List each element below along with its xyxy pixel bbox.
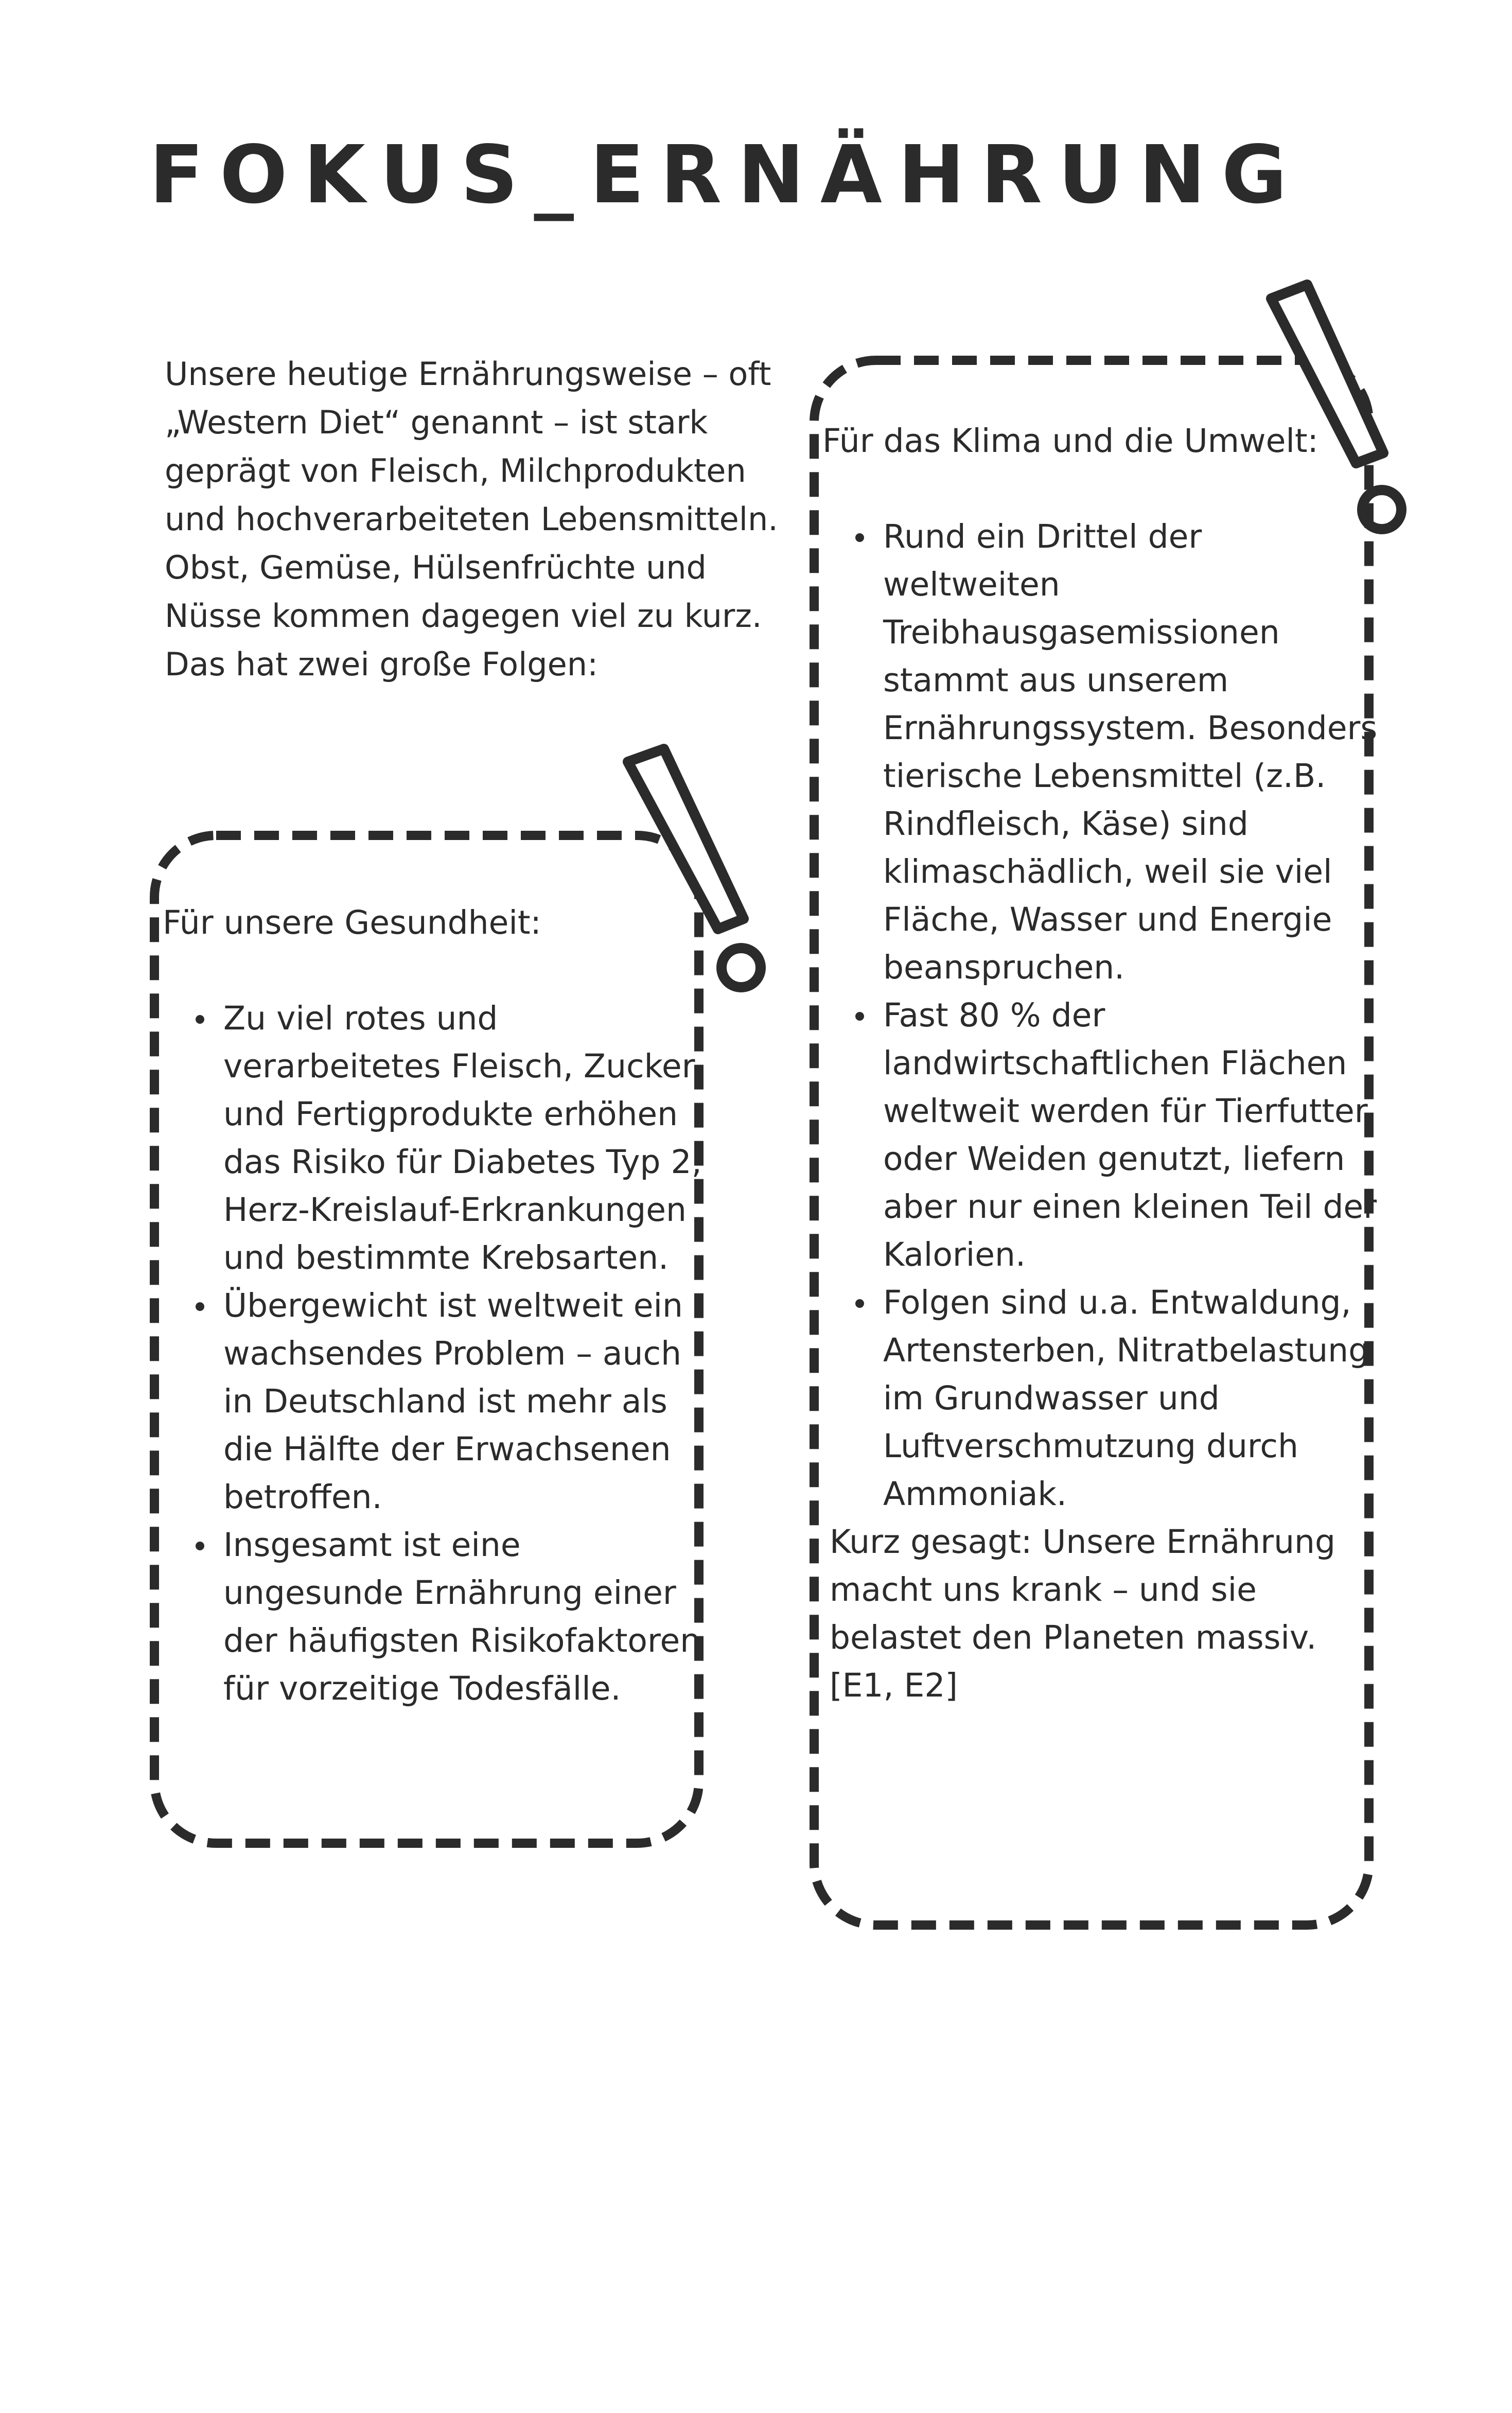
list-item: Rund ein Drittel der weltweiten Treibhausgasemissionen stammt aus unserem Ernährungssystem. Besonders tierische Lebensmittel (z.B. Rindfleisch, Käse) sind klimaschädlich, weil sie viel Fläche, Wasser und Energie beanspruchen. — [822, 513, 1383, 991]
list-item: Zu viel rotes und verarbeitetes Fleisch, Zucker und Fertigprodukte erhöhen das Risiko für Diabetes Typ 2, Herz-Kreislauf-Erkrankungen und bestimmte Krebsarten. — [163, 994, 708, 1282]
intro-paragraph: Unsere heutige Ernährungsweise – oft „Western Diet“ genannt – ist stark geprägt von Fleisch, Milchprodukten und hochverarbeiteten Lebensmitteln. Obst, Gemüse, Hülsenfrüchte und Nüsse kommen dagegen viel zu kurz. Das hat zwei große Folgen: — [165, 355, 779, 683]
page-title: FOKUS_ERNÄHRUNG — [149, 128, 1303, 221]
climate-box — [822, 417, 1383, 1709]
climate-heading: Für das Klima und die Umwelt: — [822, 422, 1318, 460]
health-list — [163, 994, 708, 1712]
climate-list — [822, 513, 1383, 1518]
list-item: Folgen sind u.a. Entwaldung, Artensterben, Nitratbelastung im Grundwasser und Luftverschmutzung durch Ammoniak. — [822, 1279, 1383, 1518]
health-box — [163, 899, 708, 1712]
list-item: Insgesamt ist eine ungesunde Ernährung einer der häufigsten Risikofaktoren für vorzeitige Todesfälle. — [163, 1521, 708, 1712]
climate-summary: Kurz gesagt: Unsere Ernährung macht uns krank – und sie belastet den Planeten massiv. — [830, 1523, 1335, 1656]
health-heading: Für unsere Gesundheit: — [163, 904, 541, 941]
list-item: Übergewicht ist weltweit ein wachsendes Problem – auch in Deutschland ist mehr als die Hälfte der Erwachsenen betroffen. — [163, 1282, 708, 1521]
source-references: [E1, E2] — [830, 1667, 958, 1704]
list-item: Fast 80 % der landwirtschaftlichen Flächen weltweit werden für Tierfutter oder Weiden genutzt, liefern aber nur einen kleinen Teil der Kalorien. — [822, 991, 1383, 1279]
